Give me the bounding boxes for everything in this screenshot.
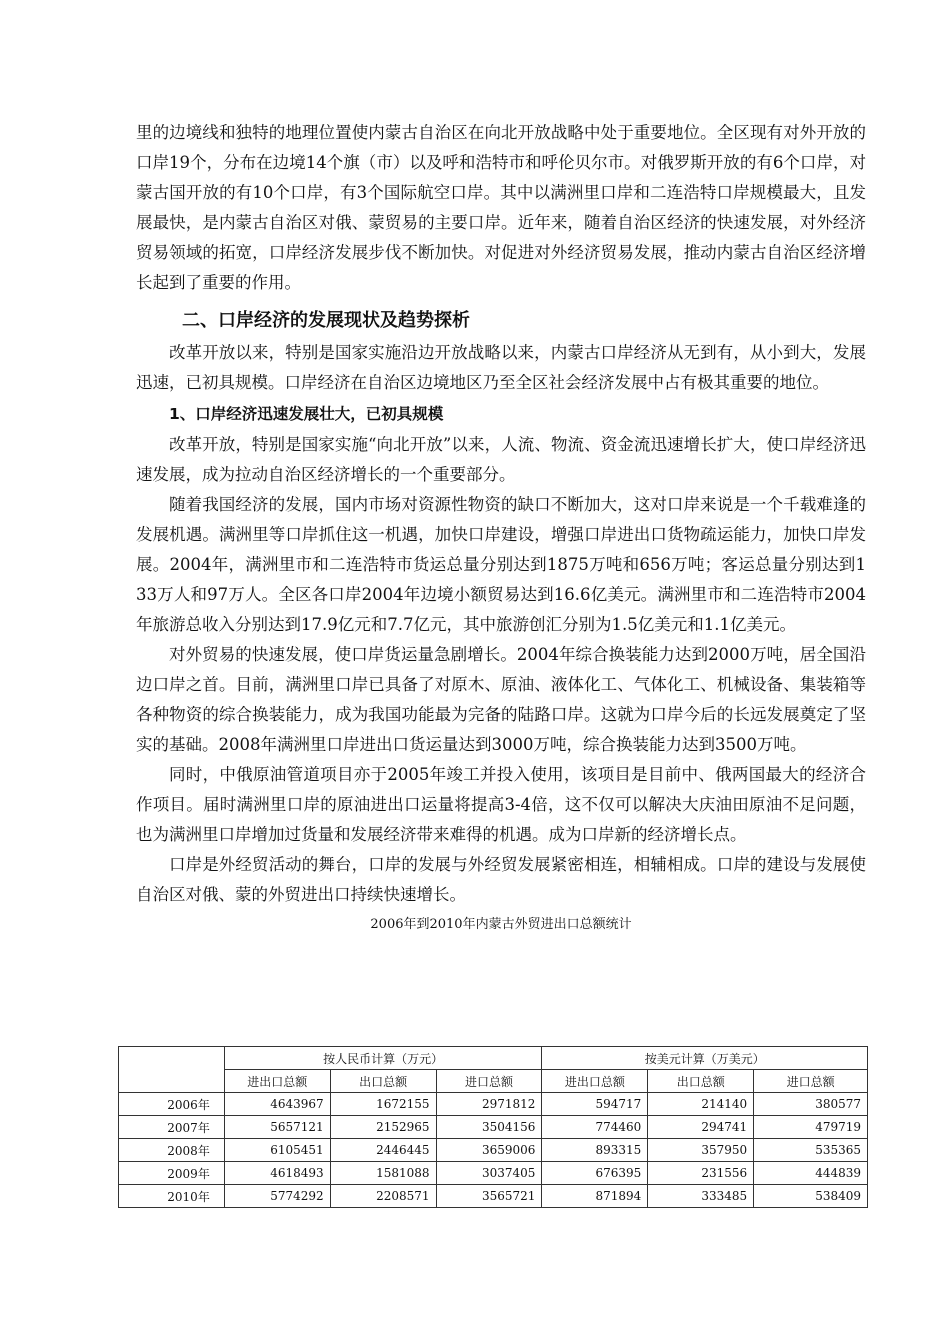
table-cell: 2971812 xyxy=(436,1093,542,1116)
section-heading: 二、口岸经济的发展现状及趋势探析 xyxy=(182,310,470,331)
column-header: 进出口总额 xyxy=(224,1070,330,1093)
table-row xyxy=(119,1162,868,1185)
table-cell: 535365 xyxy=(754,1139,868,1162)
table-cell: 357950 xyxy=(648,1139,754,1162)
table-cell: 871894 xyxy=(542,1185,648,1208)
column-header: 进出口总额 xyxy=(542,1070,648,1093)
trade-statistics-table xyxy=(118,1046,868,1208)
body-paragraph: 随着我国经济的发展，国内市场对资源性物资的缺口不断加大，这对口岸来说是一个千载难逢的发展机遇。满洲里等口岸抓住这一机遇，加快口岸建设，增强口岸进出口货物疏运能力，加快口岸发展。2004年，满洲里市和二连浩特市货运总量分别达到1875万吨和656万吨；客运总量分别达到133万人和97万人。全区各口岸2004年边境小额贸易达到16.6亿美元。满洲里市和二连浩特市2004年旅游总收入分别达到17.9亿元和7.7亿元，其中旅游创汇分别为1.5亿美元和1.1亿美元。 xyxy=(136,495,866,634)
table-caption: 2006年到2010年内蒙古外贸进出口总额统计 xyxy=(370,917,632,932)
intro-paragraph: 里的边境线和独特的地理位置使内蒙古自治区在向北开放战略中处于重要地位。全区现有对外开放的口岸19个，分布在边境14个旗（市）以及呼和浩特市和呼伦贝尔市。对俄罗斯开放的有6个口岸，对蒙古国开放的有10个口岸，有3个国际航空口岸。其中以满洲里口岸和二连浩特口岸规模最大，且发展最快，是内蒙古自治区对俄、蒙贸易的主要口岸。近年来，随着自治区经济的快速发展，对外经济贸易领域的拓宽，口岸经济发展步伐不断加快。对促进对外经济贸易发展，推动内蒙古自治区经济增长起到了重要的作用。 xyxy=(136,123,866,292)
column-header: 出口总额 xyxy=(648,1070,754,1093)
table-corner-cell xyxy=(119,1047,225,1093)
table-cell: 2446445 xyxy=(330,1139,436,1162)
column-header: 进口总额 xyxy=(754,1070,868,1093)
table-group-header-row xyxy=(119,1047,868,1070)
table-cell: 594717 xyxy=(542,1093,648,1116)
table-cell: 2152965 xyxy=(330,1116,436,1139)
table-cell: 3504156 xyxy=(436,1116,542,1139)
table-cell: 5657121 xyxy=(224,1116,330,1139)
table-group-rmb: 按人民币计算（万元） xyxy=(224,1047,542,1070)
table-cell: 3037405 xyxy=(436,1162,542,1185)
table-cell: 444839 xyxy=(754,1162,868,1185)
table-cell: 4643967 xyxy=(224,1093,330,1116)
table-cell: 4618493 xyxy=(224,1162,330,1185)
table-cell: 774460 xyxy=(542,1116,648,1139)
column-header: 进口总额 xyxy=(436,1070,542,1093)
table-cell: 231556 xyxy=(648,1162,754,1185)
table-row xyxy=(119,1139,868,1162)
body-paragraph: 同时，中俄原油管道项目亦于2005年竣工并投入使用，该项目是目前中、俄两国最大的经济合作项目。届时满洲里口岸的原油进出口运量将提高3-4倍，这不仅可以解决大庆油田原油不足问题，也为满洲里口岸增加过货量和发展经济带来难得的机遇。成为口岸新的经济增长点。 xyxy=(136,765,866,844)
body-paragraph: 改革开放，特别是国家实施“向北开放”以来，人流、物流、资金流迅速增长扩大，使口岸经济迅速发展，成为拉动自治区经济增长的一个重要部分。 xyxy=(136,435,866,484)
table-cell: 3659006 xyxy=(436,1139,542,1162)
table-cell: 1581088 xyxy=(330,1162,436,1185)
body-paragraph: 对外贸易的快速发展，使口岸货运量急剧增长。2004年综合换装能力达到2000万吨，居全国沿边口岸之首。目前，满洲里口岸已具备了对原木、原油、液体化工、气体化工、机械设备、集装箱等各种物资的综合换装能力，成为我国功能最为完备的陆路口岸。这就为口岸今后的长远发展奠定了坚实的基础。2008年满洲里口岸进出口货运量达到3000万吨，综合换装能力达到3500万吨。 xyxy=(136,645,866,754)
table-cell: 6105451 xyxy=(224,1139,330,1162)
row-year: 2010年 xyxy=(119,1185,225,1208)
table-cell: 538409 xyxy=(754,1185,868,1208)
table-cell: 893315 xyxy=(542,1139,648,1162)
table-row xyxy=(119,1185,868,1208)
document-body xyxy=(136,118,866,940)
table-cell: 479719 xyxy=(754,1116,868,1139)
table-cell: 5774292 xyxy=(224,1185,330,1208)
row-year: 2006年 xyxy=(119,1093,225,1116)
table-cell: 3565721 xyxy=(436,1185,542,1208)
section-intro-paragraph: 改革开放以来，特别是国家实施沿边开放战略以来，内蒙古口岸经济从无到有，从小到大，发展迅速，已初具规模。口岸经济在自治区边境地区乃至全区社会经济发展中占有极其重要的地位。 xyxy=(136,343,866,392)
table-cell: 333485 xyxy=(648,1185,754,1208)
row-year: 2007年 xyxy=(119,1116,225,1139)
subsection-heading: 1、口岸经济迅速发展壮大，已初具规模 xyxy=(169,405,444,423)
row-year: 2009年 xyxy=(119,1162,225,1185)
table-cell: 676395 xyxy=(542,1162,648,1185)
row-year: 2008年 xyxy=(119,1139,225,1162)
column-header: 出口总额 xyxy=(330,1070,436,1093)
table-cell: 1672155 xyxy=(330,1093,436,1116)
table-cell: 2208571 xyxy=(330,1185,436,1208)
table-column-header-row xyxy=(119,1070,868,1093)
table-group-usd: 按美元计算（万美元） xyxy=(542,1047,868,1070)
table-cell: 380577 xyxy=(754,1093,868,1116)
body-paragraph: 口岸是外经贸活动的舞台，口岸的发展与外经贸发展紧密相连，相辅相成。口岸的建设与发展使自治区对俄、蒙的外贸进出口持续快速增长。 xyxy=(136,855,866,904)
table-cell: 294741 xyxy=(648,1116,754,1139)
table-row xyxy=(119,1093,868,1116)
table-cell: 214140 xyxy=(648,1093,754,1116)
table-row xyxy=(119,1116,868,1139)
